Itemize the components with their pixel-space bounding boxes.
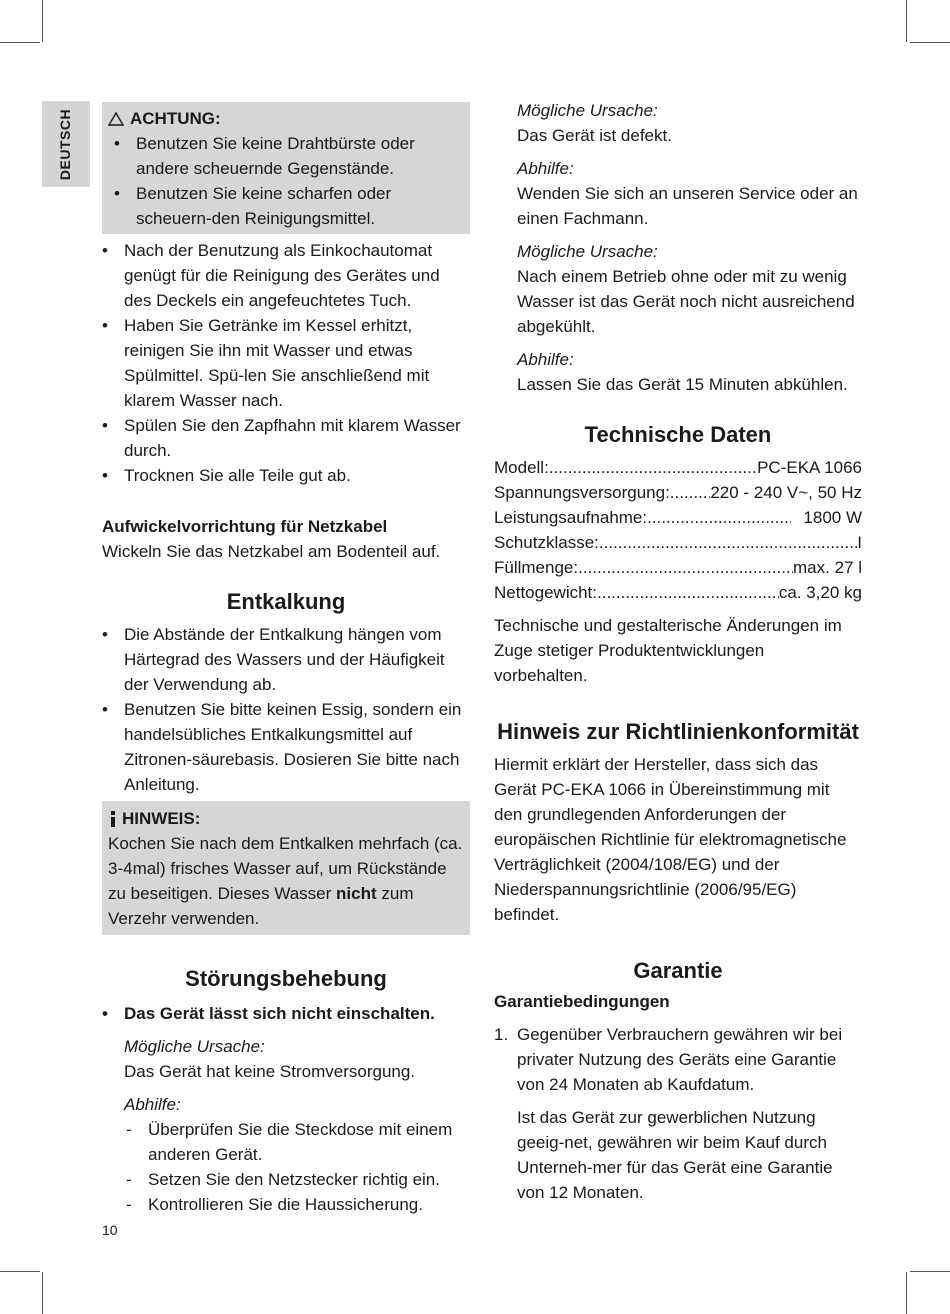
crop-mark [906, 1272, 907, 1314]
troubleshooting-details [102, 1034, 470, 1217]
spec-leader [578, 555, 793, 580]
list-item: • Die Abstände der Entkalkung hängen vom Härtegrad des Wassers und der Häufigkeit der Verwendung ab. [102, 622, 470, 697]
spec-leader [597, 580, 779, 605]
list-item [494, 1022, 862, 1205]
cause-label: Mögliche Ursache: [517, 242, 658, 261]
tech-note: Technische und gestalterische Änderungen im Zuge stetiger Produktentwicklungen vorbehalten. [494, 616, 842, 685]
spec-label: Schutzklasse: [494, 533, 599, 552]
spec-value: max. 27 l [793, 558, 862, 577]
spec-value: I [857, 533, 862, 552]
remedy-label: Abhilfe: [517, 350, 574, 369]
spec-row [494, 580, 862, 605]
warranty-heading: Garantie [633, 958, 723, 983]
right-column [494, 98, 862, 1205]
warning-triangle-icon [108, 112, 124, 126]
note-box [102, 801, 470, 935]
remedy-label: Abhilfe: [124, 1095, 181, 1114]
remedy-list [124, 1117, 470, 1217]
left-column [102, 100, 470, 1217]
warning-box [102, 102, 470, 234]
spec-row [494, 455, 862, 480]
spec-label: Nettogewicht: [494, 583, 597, 602]
cable-text: Wickeln Sie das Netzkabel am Bodenteil auf. [102, 542, 441, 561]
list-item: • Benutzen Sie bitte keinen Essig, sondern ein handelsübliches Entkalkungsmittel auf Zitronen-säurebasis. Dosieren Sie bitte nach Anleitung. [102, 697, 470, 797]
warning-title-text: ACHTUNG: [130, 109, 221, 128]
troubleshooting-heading: Störungsbehebung [185, 966, 387, 991]
warranty-text: Ist das Gerät zur gewerblichen Nutzung geeig-net, gewähren wir beim Kauf durch Unterneh-mer für das Gerät eine Garantie von 12 Monaten. [517, 1108, 833, 1202]
spec-table [494, 455, 862, 605]
tech-heading: Technische Daten [584, 422, 772, 447]
spec-label: Leistungsaufnahme: [494, 508, 648, 527]
list-item: - Überprüfen Sie die Steckdose mit einem anderen Gerät. [124, 1117, 470, 1167]
list-item: • Spülen Sie den Zapfhahn mit klarem Wasser durch. [102, 413, 470, 463]
spec-label: Füllmenge: [494, 558, 579, 577]
spec-value: 1800 W [803, 508, 862, 527]
problem-list [102, 1001, 470, 1026]
cause-text: Das Gerät ist defekt. [517, 126, 672, 145]
cause-text: Das Gerät hat keine Stromversorgung. [124, 1062, 416, 1081]
list-item: • Trocknen Sie alle Teile gut ab. [102, 463, 470, 488]
crop-mark [910, 1271, 950, 1272]
cleaning-list [102, 238, 470, 488]
warning-list [108, 131, 464, 231]
cause-text: Nach einem Betrieb ohne oder mit zu wenig Wasser ist das Gerät noch nicht ausreichend abgekühlt. [517, 267, 855, 336]
spec-leader [670, 480, 711, 505]
warranty-list [494, 1022, 862, 1205]
list-item: • Haben Sie Getränke im Kessel erhitzt, reinigen Sie ihn mit Wasser und etwas Spülmittel. Spü-len Sie anschließend mit klarem Wasser nach. [102, 313, 470, 413]
cable-heading: Aufwickelvorrichtung für Netzkabel [102, 517, 388, 536]
problem-item: • Das Gerät lässt sich nicht einschalten. [102, 1001, 470, 1026]
crop-mark [0, 1271, 40, 1272]
list-item: • Benutzen Sie keine scharfen oder scheuern-den Reinigungsmittel. [108, 181, 464, 231]
conformity-text: Hiermit erklärt der Hersteller, dass sich das Gerät PC-EKA 1066 in Übereinstimmung mit den grundlegenden Anforderungen der europäischen Richtlinie für elektromagnetische Verträglichkeit (2004/108/EG) und der Niederspannungsrichtlinie (2006/95/EG) befindet. [494, 755, 847, 924]
note-text [108, 831, 464, 931]
spec-value: ca. 3,20 kg [778, 583, 862, 602]
cause-label: Mögliche Ursache: [124, 1037, 265, 1056]
note-text-start: Kochen Sie nach dem Entkalken mehrfach (ca. 3-4mal) frisches Wasser auf, um Rückstände zu beseitigen. Dieses Wasser [108, 834, 463, 903]
crop-mark [42, 1272, 43, 1314]
note-title-text: HINWEIS: [122, 809, 201, 828]
spec-label: Modell: [494, 458, 549, 477]
spec-row [494, 480, 862, 505]
spec-row [494, 530, 862, 555]
language-tab-label: DEUTSCH [57, 108, 74, 180]
info-icon [108, 811, 118, 827]
list-item: - Kontrollieren Sie die Haussicherung. [124, 1192, 470, 1217]
troubleshooting-continued [494, 98, 862, 397]
note-title [108, 806, 464, 831]
descaling-heading: Entkalkung [226, 589, 346, 614]
spec-leader [599, 530, 857, 555]
spec-value: PC-EKA 1066 [757, 458, 862, 477]
crop-mark [0, 42, 40, 43]
remedy-text: Wenden Sie sich an unseren Service oder an einen Fachmann. [517, 184, 858, 228]
remedy-text: Lassen Sie das Gerät 15 Minuten abkühlen. [517, 375, 848, 394]
warranty-text: Gegenüber Verbrauchern gewähren wir bei privater Nutzung des Geräts eine Garantie von 24 Monaten ab Kaufdatum. [517, 1025, 843, 1094]
crop-mark [906, 0, 907, 42]
page-number: 10 [102, 1222, 118, 1238]
spec-row [494, 505, 862, 530]
remedy-label: Abhilfe: [517, 159, 574, 178]
spec-leader [647, 505, 791, 530]
note-text-end: zum Verzehr verwenden. [108, 884, 414, 928]
spec-row [494, 555, 862, 580]
list-number: 1. [494, 1025, 509, 1044]
conformity-heading: Hinweis zur Richtlinienkonformität [497, 719, 859, 744]
language-tab [42, 101, 90, 187]
spec-label: Spannungsversorgung: [494, 483, 670, 502]
warranty-subheading: Garantiebedingungen [494, 992, 670, 1011]
descaling-list [102, 622, 470, 797]
warning-title [108, 106, 464, 131]
list-item: - Setzen Sie den Netzstecker richtig ein. [124, 1167, 470, 1192]
crop-mark [910, 42, 950, 43]
spec-value: 220 - 240 V~, 50 Hz [710, 483, 862, 502]
crop-mark [42, 0, 43, 42]
list-item: • Benutzen Sie keine Drahtbürste oder andere scheuernde Gegenstände. [108, 131, 464, 181]
note-text-emphasis: nicht [336, 884, 377, 903]
cause-label: Mögliche Ursache: [517, 101, 658, 120]
spec-leader [549, 455, 757, 480]
list-item: • Nach der Benutzung als Einkochautomat genügt für die Reinigung des Gerätes und des Deckels ein angefeuchtetes Tuch. [102, 238, 470, 313]
